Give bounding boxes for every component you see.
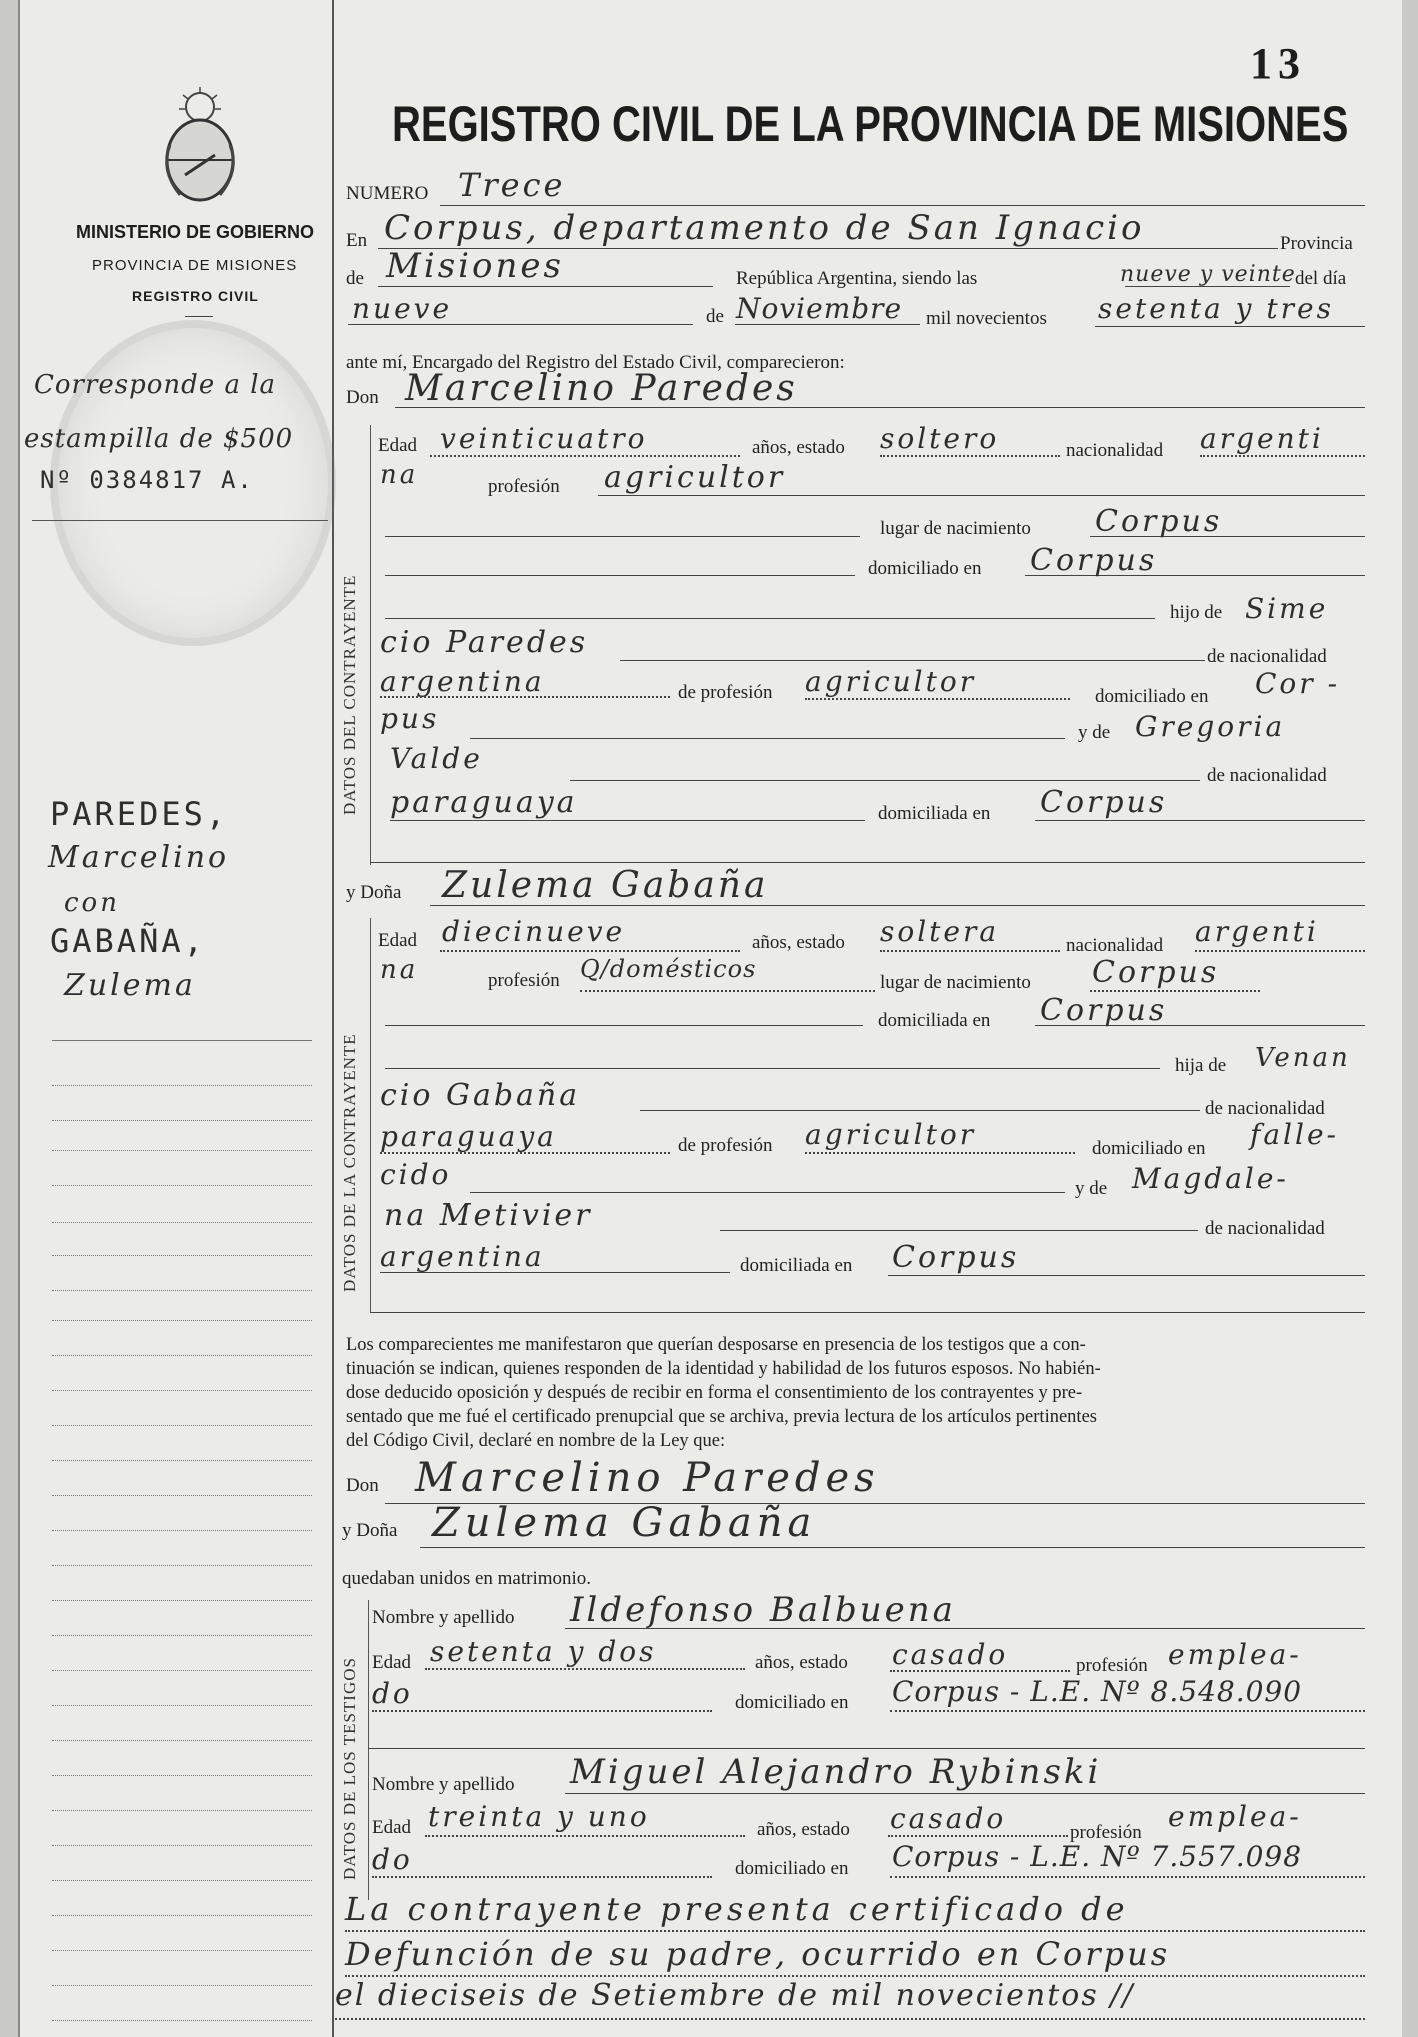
lugar-nacimiento-label: lugar de nacimiento [880, 518, 1031, 539]
nota-line-1: La contrayente presenta certificado de [345, 1890, 1129, 1928]
de-nacionalidad-label: de nacionalidad [1207, 646, 1327, 667]
estado-label: años, estado [752, 437, 845, 458]
testigo1-domicilio: Corpus - L.E. Nº 8.548.090 [892, 1675, 1303, 1708]
novia-profesion: Q/domésticos [580, 955, 757, 983]
margin-surname-1: PAREDES, [50, 795, 229, 833]
novio-edad: veinticuatro [440, 422, 648, 455]
province-label: PROVINCIA DE MISIONES [92, 257, 298, 274]
domiciliada-label: domiciliada en [878, 803, 991, 824]
edad-label: Edad [372, 1817, 412, 1838]
estado-label: años, estado [752, 932, 845, 953]
novio-domicilio: Corpus [1030, 543, 1158, 578]
provincia-label: Provincia [1280, 233, 1353, 254]
novia-padre2: cio Gabaña [380, 1078, 581, 1113]
novia-domicilio: Corpus [1040, 993, 1168, 1028]
novio-padre-nac: argentina [380, 665, 545, 698]
novio-padre2: cio Paredes [380, 625, 589, 660]
de-nacionalidad-label: de nacionalidad [1205, 1098, 1325, 1119]
novio-nac2: na [380, 460, 419, 490]
anio-value: setenta y tres [1098, 292, 1334, 325]
registry-label: REGISTRO CIVIL [132, 288, 259, 304]
edad-label: Edad [372, 1652, 412, 1673]
lugar-value: Corpus, departamento de San Ignacio [384, 208, 1145, 248]
nombre-apellido-label: Nombre y apellido [372, 1607, 515, 1628]
margin-conjunction: con [64, 888, 120, 918]
novio-padre1: Sime [1245, 592, 1329, 625]
hijo-de-label: hijo de [1170, 602, 1223, 623]
divider [185, 316, 213, 317]
novia-edad: diecinueve [442, 915, 626, 948]
novia-padre-dom2: cido [380, 1158, 452, 1191]
testigo1-estado: casado [892, 1638, 1009, 1671]
novio-madre-dom: Corpus [1040, 785, 1168, 820]
nota-line-3: el dieciseis de Setiembre de mil novecientos // [335, 1978, 1135, 2013]
domiciliado-label: domiciliado en [1092, 1138, 1206, 1159]
testigo2-prof2: do [372, 1843, 413, 1876]
novia-madre-dom: Corpus [892, 1240, 1020, 1275]
provincia-value: Misiones [386, 246, 564, 286]
testigo2-prof1: emplea- [1168, 1800, 1302, 1833]
coat-of-arms-icon [155, 85, 245, 205]
novia-nac2: na [380, 955, 419, 985]
profesion-label: profesión [488, 970, 560, 991]
novio-madre-nac: paraguaya [390, 785, 578, 820]
contrayente-nombre: Marcelino Paredes [405, 368, 798, 409]
novia-madre2: na Metivier [384, 1198, 593, 1233]
en-label: En [346, 230, 368, 251]
de-label: de [346, 268, 364, 289]
estado-label: años, estado [757, 1819, 850, 1840]
lugar-nacimiento-label: lugar de nacimiento [880, 972, 1031, 993]
numero-value: Trece [458, 166, 566, 204]
testigo2-edad: treinta y uno [428, 1800, 650, 1833]
nombre-apellido-label: Nombre y apellido [372, 1774, 515, 1795]
y-de-label: y de [1078, 722, 1111, 743]
de-nacionalidad-label: de nacionalidad [1205, 1218, 1325, 1239]
divider [32, 520, 328, 521]
mil-novecientos-label: mil novecientos [926, 308, 1047, 329]
novio-profesion: agricultor [604, 460, 786, 495]
stamp-note-line-1: Corresponde a la [34, 370, 277, 400]
novia-madre1: Magdale- [1132, 1162, 1289, 1195]
novia-lugar: Corpus [1092, 955, 1220, 990]
don-label: Don [346, 387, 379, 408]
profesion-label: profesión [1076, 1655, 1148, 1676]
novio-padre-dom1: Cor - [1255, 667, 1341, 700]
novio-estado: soltero [880, 422, 1000, 455]
ministry-label: MINISTERIO DE GOBIERNO [76, 222, 315, 242]
testigo1-edad: setenta y dos [430, 1635, 657, 1668]
datos-contrayente-label: DATOS DEL CONTRAYENTE [340, 574, 359, 815]
testigo1-prof1: emplea- [1168, 1638, 1302, 1671]
domiciliada-label: domiciliada en [740, 1255, 853, 1276]
novia-madre-nac: argentina [380, 1240, 545, 1273]
edad-label: Edad [378, 435, 418, 456]
hija-de-label: hija de [1175, 1055, 1227, 1076]
hora-value: nueve y veinte [1120, 262, 1296, 287]
novio-padre-prof: agricultor [805, 665, 977, 698]
novia-padre-prof: agricultor [805, 1118, 977, 1151]
domiciliada-label: domiciliada en [878, 1010, 991, 1031]
novia-padre-nac: paraguaya [380, 1120, 557, 1153]
domiciliado-label: domiciliado en [735, 1692, 849, 1713]
datos-testigos-label: DATOS DE LOS TESTIGOS [340, 1657, 359, 1880]
testigo2-domicilio: Corpus - L.E. Nº 7.557.098 [892, 1840, 1303, 1873]
dia-value: nueve [352, 292, 453, 325]
estado-label: años, estado [755, 1652, 848, 1673]
dona-label: y Doña [346, 882, 402, 903]
don-label: Don [346, 1475, 379, 1496]
de-profesion-label: de profesión [678, 682, 773, 703]
de-profesion-label: de profesión [678, 1135, 773, 1156]
nota-line-2: Defunción de su padre, ocurrido en Corpus [345, 1935, 1171, 1973]
datos-contrayenta-label: DATOS DE LA CONTRAYENTE [340, 1033, 359, 1292]
novia-estado: soltera [880, 915, 1000, 948]
edad-label: Edad [378, 930, 418, 951]
novia-padre-dom1: falle- [1250, 1118, 1339, 1151]
page-title: REGISTRO CIVIL DE LA PROVINCIA DE MISIONES [392, 96, 1349, 152]
profesion-label: profesión [1070, 1822, 1142, 1843]
margin-surname-2: GABAÑA, [50, 922, 206, 960]
de-nacionalidad-label: de nacionalidad [1207, 765, 1327, 786]
testigo1-nombre: Ildefonso Balbuena [570, 1590, 956, 1630]
novio-madre1: Gregoria [1135, 710, 1286, 743]
del-dia-label: del día [1295, 268, 1347, 289]
republica-label: República Argentina, siendo las [736, 268, 978, 289]
mes-value: Noviembre [736, 292, 903, 325]
margin-firstname-1: Marcelino [48, 840, 230, 875]
domiciliado-label: domiciliado en [735, 1858, 849, 1879]
novio-madre2: Valde [390, 742, 483, 775]
testigo1-prof2: do [372, 1677, 413, 1710]
de-label: de [706, 306, 724, 327]
page-number: 13 [1250, 39, 1306, 88]
declaration-paragraph: Los comparecientes me manifestaron que querían desposarse en presencia de los testigos que a con- tinuación se indican, quienes responden de la identidad y habilidad de los futuros esposos. No habién- dose deducido oposición y después de recibir en forma el consentimiento de los contrayentes y pre- sentado que me fué el certificado prenupcial que se archiva, previa lectura de los artículos pertinentes del Código Civil, declaré en nombre de la Ley que: [346, 1335, 1101, 1451]
testigo2-estado: casado [890, 1802, 1007, 1835]
stamp-note-line-2: estampilla de $500 [24, 424, 294, 454]
dona-label: y Doña [342, 1520, 398, 1541]
profesion-label: profesión [488, 476, 560, 497]
domiciliado-label: domiciliado en [1095, 686, 1209, 707]
novia-padre1: Venan [1255, 1043, 1351, 1073]
nacionalidad-label: nacionalidad [1066, 935, 1164, 956]
decl-contrayente-mujer: Zulema Gabaña [432, 1500, 817, 1546]
stamp-note-line-3: Nº 0384817 A. [40, 466, 254, 494]
decl-contrayente: Marcelino Paredes [415, 1455, 880, 1501]
testigo2-nombre: Miguel Alejandro Rybinski [570, 1752, 1102, 1792]
contrayente-mujer-nombre: Zulema Gabaña [442, 865, 769, 906]
quedaban-label: quedaban unidos en matrimonio. [342, 1568, 592, 1589]
ante-label: ante mí, Encargado del Registro del Estado Civil, comparecieron: [346, 352, 845, 373]
novio-nac1: argenti [1200, 422, 1324, 455]
domiciliado-label: domiciliado en [868, 558, 982, 579]
left-margin-column [20, 0, 334, 2037]
novio-padre-dom2: pus [380, 702, 440, 735]
nacionalidad-label: nacionalidad [1066, 440, 1164, 461]
novia-nac1: argenti [1195, 915, 1319, 948]
margin-firstname-2: Zulema [64, 968, 196, 1003]
novio-lugar: Corpus [1095, 504, 1223, 539]
numero-label: NUMERO [346, 183, 429, 204]
y-de-label: y de [1075, 1178, 1108, 1199]
